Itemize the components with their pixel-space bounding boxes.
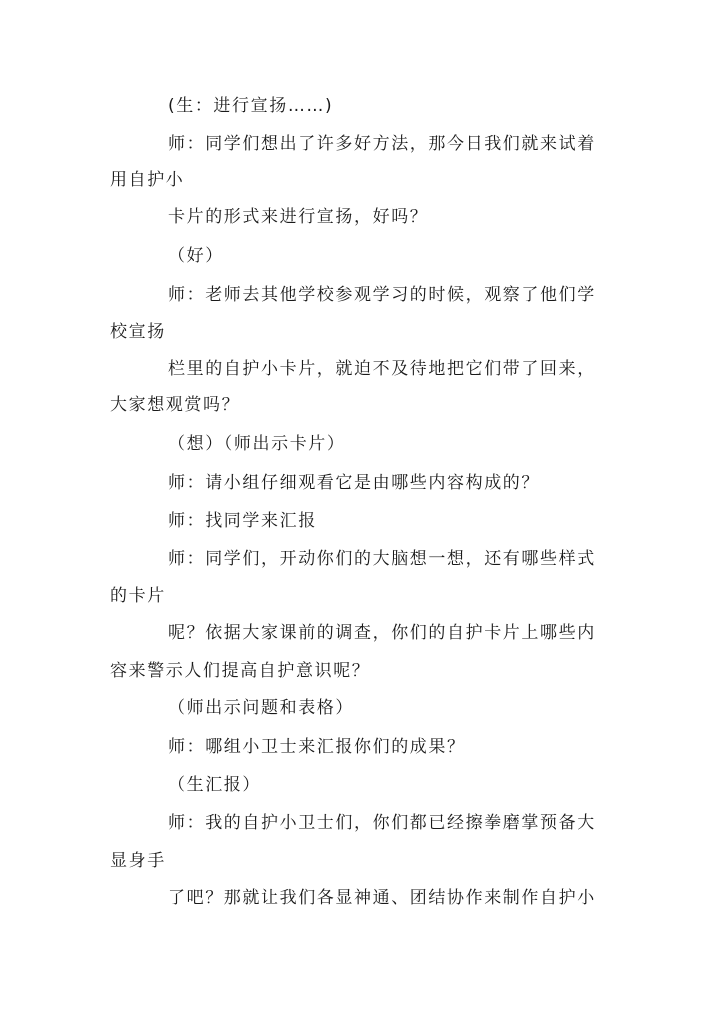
- text-line: (生：进行宣扬……): [168, 96, 334, 116]
- text-line: 师：找同学来汇报: [168, 511, 317, 531]
- text-line: 卡片的形式来进行宣扬，好吗？: [168, 207, 429, 227]
- text-line: 大家想观赏吗？: [110, 395, 241, 415]
- text-line: 了吧？那就让我们各显神通、团结协作来制作自护小: [168, 888, 596, 908]
- text-line: 师：同学们想出了许多好方法，那今日我们就来试着: [168, 134, 596, 154]
- text-line: 师：同学们，开动你们的大脑想一想，还有哪些样式: [168, 549, 596, 569]
- text-line: 的卡片: [110, 586, 166, 606]
- text-line: 呢？依据大家课前的调查，你们的自护卡片上哪些内: [168, 623, 596, 643]
- text-line: （好）: [168, 246, 224, 266]
- text-line: 显身手: [110, 851, 166, 871]
- text-line: （生汇报）: [168, 775, 261, 795]
- text-line: 师：哪组小卫士来汇报你们的成果？: [168, 737, 466, 757]
- text-line: （师出示问题和表格）: [168, 698, 354, 718]
- text-line: 栏里的自护小卡片，就迫不及待地把它们带了回来，: [168, 359, 596, 379]
- text-line: 校宣扬: [110, 322, 166, 342]
- text-line: （想）（师出示卡片）: [168, 434, 346, 454]
- text-line: 容来警示人们提高自护意识呢？: [110, 661, 371, 681]
- text-line: 师：我的自护小卫士们，你们都已经擦拳磨掌预备大: [168, 813, 596, 833]
- text-line: 师：老师去其他学校参观学习的时候，观察了他们学: [168, 285, 596, 305]
- text-line: 用自护小: [110, 170, 185, 190]
- text-line: 师：请小组仔细观看它是由哪些内容构成的？: [168, 473, 540, 493]
